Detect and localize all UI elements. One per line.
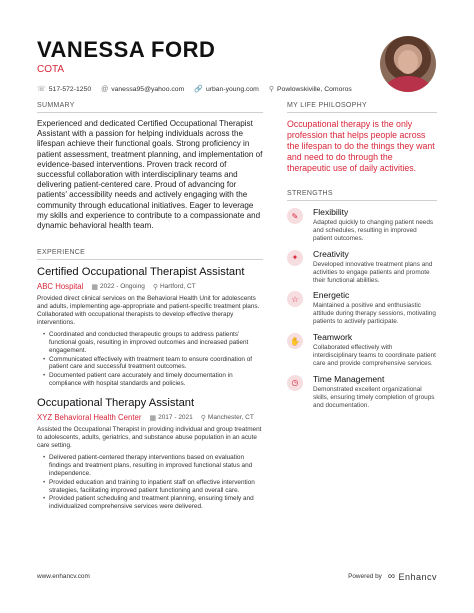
job-dates-text: 2017 - 2021 [158, 414, 193, 422]
job-description: Assisted the Occupational Therapist in providing individual and group treatment to adolescents, adults, geriatrics, and substance abuse population in an acute care setting. [37, 426, 262, 450]
contact-location [269, 85, 352, 93]
job-location-text: Hartford, CT [159, 283, 196, 291]
experience-section [37, 249, 263, 511]
location-text: Powlowskiville, Comoros [277, 85, 352, 93]
strength-title: Energetic [313, 290, 350, 301]
job-bullet: • Coordinated and conducted therapeutic groups to address patients' functional goals, resulting in improved outcomes and increased patient engagement. [43, 331, 263, 355]
job-entry [37, 266, 263, 388]
powered-label: Powered by [348, 573, 382, 580]
footer [37, 571, 437, 582]
star-icon: ☆ [287, 291, 303, 307]
brand-logo[interactable] [388, 571, 437, 582]
phone-text: 517-572-1250 [48, 85, 92, 93]
strength-title: Creativity [313, 248, 349, 259]
summary-text: Experienced and dedicated Certified Occupational Therapist Assistant with a passion for helping individuals across the lifespan achieve their functional goals. Strong proficiency in patient assessment, treatment planning, and implementation of evidence-based interventions. Proven track record of successful collaboration with interdisciplinary teams and delivering patient-centered care. Proud of advancing for patients' accessibility needs and actively engaging with the community through educational initiatives. Eager to leverage my skills and experience to contribute to a compassionate and dynamic behavioral health team. [37, 119, 263, 231]
phone-icon: ☏ [37, 86, 46, 93]
at-icon: @ [101, 85, 109, 93]
job-bullets [37, 454, 263, 511]
strength-item [287, 374, 437, 410]
strength-desc: Collaborated effectively with interdisciplinary teams to coordinate patient care and provide comprehensive services. [313, 344, 436, 367]
location-pin-icon: ⚲ [268, 86, 274, 93]
summary-heading: SUMMARY [37, 102, 263, 113]
job-title: Certified Occupational Therapist Assistant [37, 266, 245, 279]
job-location-text: Manchester, CT [207, 414, 254, 422]
clock-icon: ◷ [287, 375, 303, 391]
experience-heading: EXPERIENCE [37, 249, 263, 260]
calendar-icon: ▦ [149, 414, 157, 422]
philosophy-section [287, 102, 437, 174]
philosophy-text: Occupational therapy is the only profession that helps people across the lifespan to do the things they want and need to do through the therapeutic use of daily activities. [287, 119, 435, 173]
job-location [201, 414, 254, 422]
job-bullet: • Provided education and training to inpatient staff on effective intervention strategies, facilitating improved patient functioning and overall care. [43, 479, 263, 495]
contact-phone [37, 85, 91, 93]
job-entry [37, 397, 263, 511]
contact-website [194, 85, 259, 93]
strength-title: Flexibility [313, 207, 349, 217]
job-bullet: • Delivered patient-centered therapy interventions based on evaluation findings and treatment plans, resulting in improved functional status and independence. [43, 454, 263, 478]
job-dates [91, 283, 144, 291]
philosophy-heading: MY LIFE PHILOSOPHY [287, 102, 437, 113]
job-bullet: • Documented patient care accurately and timely documentation in compliance with hospital standards and policies. [43, 372, 263, 388]
link-icon: 🔗 [194, 86, 203, 93]
job-dates [149, 414, 192, 422]
email-text: vanessa95@yahoo.com [111, 85, 185, 93]
location-pin-icon: ⚲ [200, 414, 206, 422]
contact-email [101, 85, 184, 93]
strength-item [287, 249, 437, 285]
job-dates-text: 2022 - Ongoing [100, 283, 145, 291]
strength-desc: Adapted quickly to changing patient needs and schedules, resulting in improved patient outcomes. [313, 219, 434, 242]
job-bullets [37, 331, 263, 388]
strength-desc: Demonstrated excellent organizational skills, ensuring timely completion of groups and documentation. [313, 385, 435, 409]
resume-header [37, 38, 367, 93]
job-description: Provided direct clinical services on the Behavioral Health Unit for adolescents and adults, implementing age-appropriate and patient-specific treatment plans. Collaborated with occupational therapists to develop effective therapy interventions. [37, 295, 260, 326]
strength-desc: Maintained a positive and enthusiastic attitude during therapy sessions, motivating patients to actively participate. [313, 302, 436, 326]
strength-item [287, 332, 437, 368]
job-bullet: • Communicated effectively with treatment team to ensure coordination of patient care and successful treatment outcomes. [43, 356, 263, 372]
job-company: ABC Hospital [37, 282, 84, 292]
job-meta [37, 282, 263, 291]
job-location [153, 283, 196, 291]
strength-title: Time Management [313, 373, 385, 384]
strengths-heading: STRENGTHS [287, 190, 437, 201]
strength-item [287, 207, 437, 243]
handshake-icon: ✋ [287, 333, 303, 349]
location-pin-icon: ⚲ [152, 283, 158, 291]
calendar-icon: ▦ [91, 283, 98, 291]
strength-desc: Developed innovative treatment plans and activities to engage patients and promote their functional abilities. [313, 260, 433, 284]
job-company: XYZ Behavioral Health Center [37, 413, 142, 423]
strengths-section [287, 190, 437, 410]
left-column [37, 102, 263, 512]
job-title: Occupational Therapy Assistant [37, 397, 195, 410]
profile-photo [380, 36, 436, 92]
strength-item [287, 290, 437, 326]
candidate-role: COTA [37, 64, 65, 75]
footer-url[interactable]: www.enhancv.com [37, 573, 90, 580]
pin-icon: ✎ [287, 208, 303, 224]
lightbulb-icon: ✦ [287, 250, 303, 266]
website-text: urban-young.com [205, 85, 259, 93]
strength-title: Teamwork [313, 332, 353, 343]
powered-by [348, 571, 437, 582]
contact-row [37, 85, 367, 93]
brand-name: Enhancv [398, 571, 437, 582]
infinity-icon: ∞ [387, 571, 396, 582]
right-column [287, 102, 437, 410]
job-meta [37, 413, 263, 422]
candidate-name: VANESSA FORD [37, 37, 216, 62]
job-bullet: • Provided patient scheduling and treatment planning, ensuring timely and individualized comprehensive services were delivered. [43, 495, 263, 511]
summary-section [37, 102, 263, 231]
